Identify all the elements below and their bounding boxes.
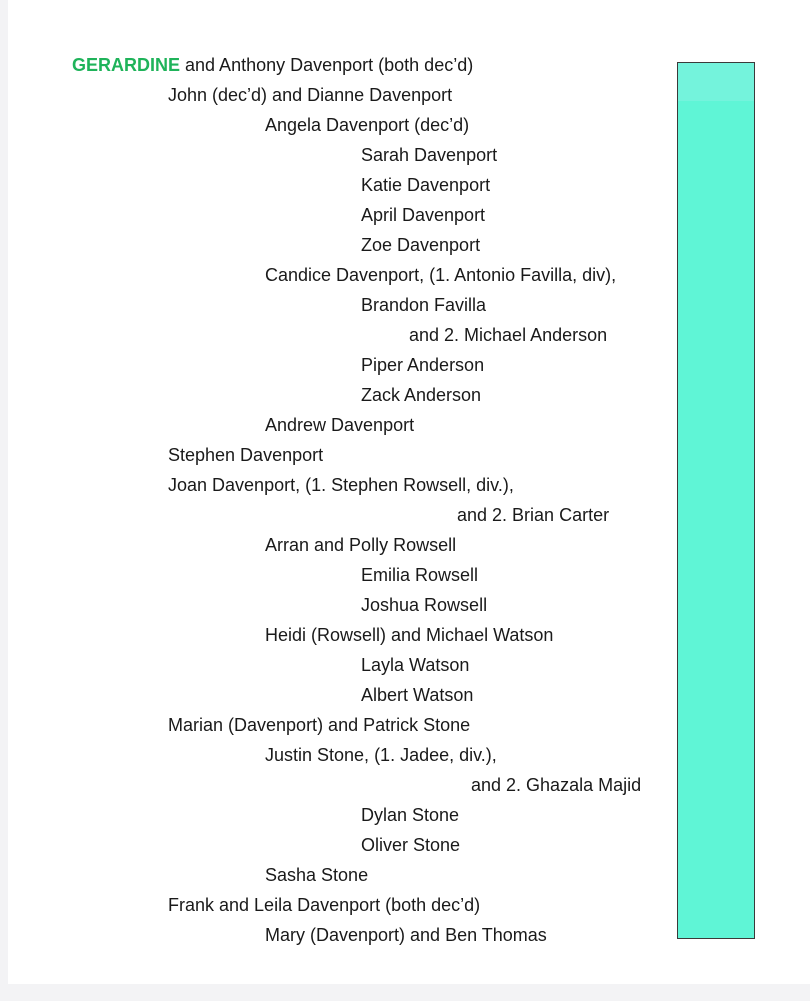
family-line: Sasha Stone [265, 865, 369, 885]
family-line: Sarah Davenport [361, 145, 498, 165]
family-line: Brandon Favilla [361, 295, 487, 315]
family-line: Katie Davenport [361, 175, 491, 195]
family-line: Layla Watson [361, 655, 470, 675]
family-line: Marian (Davenport) and Patrick Stone [168, 715, 471, 735]
family-line: April Davenport [361, 205, 486, 225]
family-line: Mary (Davenport) and Ben Thomas [265, 925, 547, 945]
family-line: Albert Watson [361, 685, 474, 705]
family-line: Stephen Davenport [168, 445, 324, 465]
header-rest-text: and Anthony Davenport (both dec’d) [180, 55, 474, 75]
family-line: Emilia Rowsell [361, 565, 479, 585]
family-line: Joshua Rowsell [361, 595, 488, 615]
family-line: Andrew Davenport [265, 415, 415, 435]
family-line: and 2. Ghazala Majid [471, 775, 642, 795]
side-bar-top-tint [678, 63, 754, 101]
family-line: Zoe Davenport [361, 235, 481, 255]
family-line: Candice Davenport, (1. Antonio Favilla, div), [265, 265, 617, 285]
family-line: Arran and Polly Rowsell [265, 535, 457, 555]
family-line: Frank and Leila Davenport (both dec’d) [168, 895, 481, 915]
family-line: Oliver Stone [361, 835, 461, 855]
document-page [8, 0, 810, 984]
family-line: Joan Davenport, (1. Stephen Rowsell, div.), [168, 475, 514, 495]
family-line: Justin Stone, (1. Jadee, div.), [265, 745, 497, 765]
family-line: and 2. Michael Anderson [409, 325, 608, 345]
decorative-side-bar [677, 62, 755, 939]
family-line: John (dec’d) and Dianne Davenport [168, 85, 453, 105]
family-line: Dylan Stone [361, 805, 460, 825]
family-line: Angela Davenport (dec’d) [265, 115, 470, 135]
family-line: Heidi (Rowsell) and Michael Watson [265, 625, 554, 645]
family-header-line [72, 54, 473, 76]
highlighted-name: GERARDINE [72, 55, 181, 75]
family-line: Piper Anderson [361, 355, 485, 375]
family-line: and 2. Brian Carter [457, 505, 610, 525]
family-line: Zack Anderson [361, 385, 482, 405]
